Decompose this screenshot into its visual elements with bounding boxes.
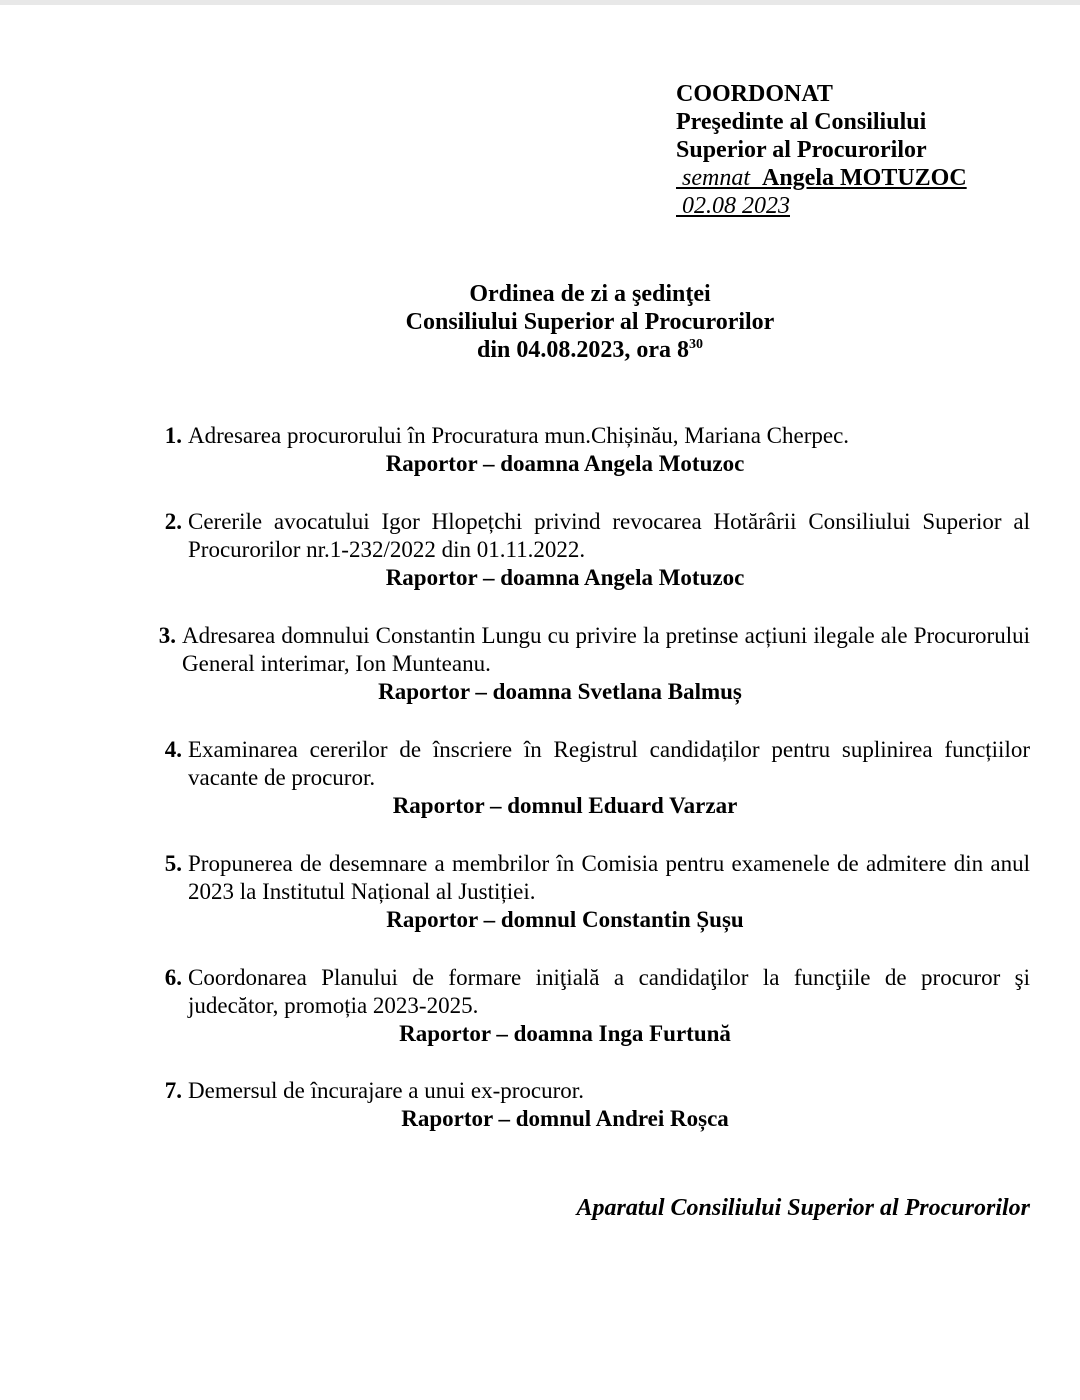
issuing-body: Aparatul Consiliului Superior al Procurorilor bbox=[576, 1195, 1030, 1221]
approval-block bbox=[676, 80, 967, 220]
agenda-item-number: 7. bbox=[164, 1078, 182, 1103]
agenda-item-number: 4. bbox=[164, 737, 182, 762]
approval-date: 02.08 2023 bbox=[682, 193, 790, 219]
agenda-item-text: Adresarea domnului Constantin Lungu cu privire la pretinse acțiuni ilegale ale Procurorului General interimar, Ion Munteanu. bbox=[182, 623, 1030, 676]
agenda-item-4 bbox=[164, 736, 1030, 820]
agenda-item-rapporteur: Raportor – doamna Svetlana Balmuș bbox=[378, 679, 742, 704]
agenda-item-rapporteur: Raportor – doamna Angela Motuzoc bbox=[385, 565, 745, 590]
agenda-item-number: 1. bbox=[164, 423, 182, 448]
agenda-item-text: Adresarea procurorului în Procuratura mun.Chișinău, Mariana Cherpec. bbox=[188, 423, 850, 448]
agenda-item-rapporteur: Raportor – doamna Inga Furtună bbox=[399, 1021, 731, 1046]
title-date-time: din 04.08.2023, ora 8 bbox=[476, 337, 689, 363]
agenda-item-rapporteur: Raportor – domnul Andrei Roșca bbox=[401, 1106, 729, 1131]
agenda-item-text: Cererile avocatului Igor Hlopețchi privind revocarea Hotărârii Consiliului Superior al Procurorilor nr.1-232/2022 din 01.11.2022. bbox=[188, 509, 1030, 562]
agenda-item-rapporteur: Raportor – domnul Eduard Varzar bbox=[392, 793, 738, 818]
agenda-item-text: Examinarea cererilor de înscriere în Registrul candidaților pentru suplinirea funcțiilor vacante de procuror. bbox=[188, 737, 1030, 790]
agenda-item-text: Demersul de încurajare a unui ex-procuror. bbox=[188, 1078, 584, 1103]
title-line1: Ordinea de zi a şedinţei bbox=[469, 281, 711, 307]
agenda-item-number: 3. bbox=[158, 623, 176, 648]
top-edge bbox=[0, 0, 1080, 5]
approval-position-line1: Preşedinte al Consiliului bbox=[676, 109, 927, 135]
document-title bbox=[0, 280, 1080, 364]
agenda-item-rapporteur: Raportor – doamna Angela Motuzoc bbox=[385, 451, 745, 476]
agenda-item-3 bbox=[158, 622, 1030, 706]
approval-position-line2: Superior al Procurorilor bbox=[676, 137, 927, 163]
agenda-item-number: 6. bbox=[164, 965, 182, 990]
agenda-item-2 bbox=[164, 508, 1030, 592]
approval-heading: COORDONAT bbox=[676, 81, 833, 107]
approval-date-line bbox=[676, 192, 967, 220]
title-time-minutes: 30 bbox=[689, 337, 703, 352]
agenda-item-7 bbox=[164, 1077, 1030, 1133]
title-line3 bbox=[100, 336, 1080, 364]
agenda-item-number: 2. bbox=[164, 509, 182, 534]
signature-line bbox=[676, 164, 967, 192]
agenda-item-text: Coordonarea Planului de formare iniţială a candidaţilor la funcţiile de procuror şi judecător, promoția 2023-2025. bbox=[188, 965, 1030, 1018]
agenda-item-6 bbox=[164, 964, 1030, 1048]
title-line2: Consiliului Superior al Procurorilor bbox=[405, 309, 775, 335]
agenda-item-1 bbox=[164, 422, 1030, 478]
signed-word: semnat bbox=[682, 165, 750, 191]
agenda-item-5 bbox=[164, 850, 1030, 934]
agenda-item-number: 5. bbox=[164, 851, 182, 876]
agenda-item-rapporteur: Raportor – domnul Constantin Șușu bbox=[386, 907, 744, 932]
agenda-item-text: Propunerea de desemnare a membrilor în Comisia pentru examenele de admitere din anul 2023 la Institutul Național al Justiției. bbox=[188, 851, 1030, 904]
signer-name: Angela MOTUZOC bbox=[762, 165, 967, 191]
